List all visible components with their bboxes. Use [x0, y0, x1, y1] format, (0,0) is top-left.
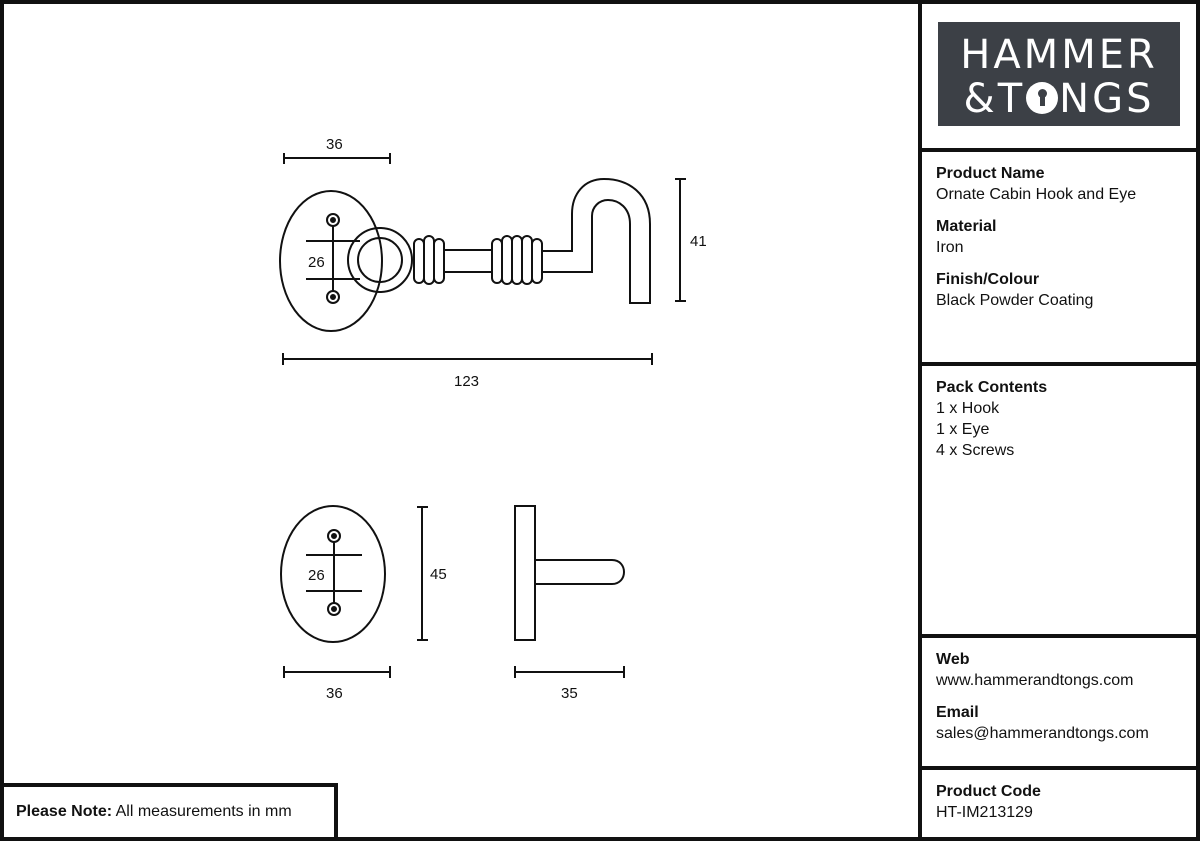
finish-label: Finish/Colour	[936, 271, 1040, 288]
product-name: Ornate Cabin Hook and Eye	[936, 186, 1137, 203]
contact-details	[922, 634, 1196, 766]
pack-item: 4 x Screws	[936, 442, 1015, 459]
dim-eye-height: 45	[430, 566, 447, 583]
dim-eye-depth: 35	[561, 685, 578, 702]
dim-eye-width: 36	[326, 685, 343, 702]
eye-side-pin	[535, 560, 624, 584]
eye-side-plate	[515, 506, 535, 640]
brand-line1: HAMMER	[960, 32, 1158, 78]
email-label: Email	[936, 704, 979, 721]
material-value: Iron	[936, 239, 964, 256]
email-link[interactable]: sales@hammerandtongs.com	[936, 725, 1149, 742]
web-link[interactable]: www.hammerandtongs.com	[936, 672, 1134, 689]
web-label: Web	[936, 651, 970, 668]
hook-backplate	[280, 191, 382, 331]
dim-hook-plate-width: 36	[326, 136, 343, 153]
finish-value: Black Powder Coating	[936, 292, 1094, 309]
product-code-box	[922, 766, 1196, 837]
dim-hook-length: 123	[454, 373, 480, 390]
pack-item: 1 x Hook	[936, 400, 1000, 417]
product-code-label: Product Code	[936, 783, 1041, 800]
dim-hook-screw-spacing: 26	[308, 254, 325, 271]
pack-item: 1 x Eye	[936, 421, 990, 438]
brand-logo	[938, 22, 1180, 126]
material-label: Material	[936, 218, 997, 235]
info-panel	[918, 4, 1196, 837]
brand-line2: &T NGS	[963, 76, 1155, 122]
note-label: Please Note:	[16, 803, 113, 820]
product-code: HT-IM213129	[936, 804, 1033, 821]
hook-body	[542, 179, 650, 303]
note-text: All measurements in mm	[115, 803, 292, 820]
pack-contents-label: Pack Contents	[936, 379, 1048, 396]
technical-drawing	[4, 4, 918, 837]
dim-hook-height: 41	[690, 233, 707, 250]
measurement-note	[4, 783, 338, 837]
keyhole-icon	[1026, 82, 1058, 114]
product-details	[922, 148, 1196, 362]
pack-contents	[922, 362, 1196, 634]
hook-collar	[414, 239, 424, 283]
product-name-label: Product Name	[936, 165, 1045, 182]
dim-eye-screw-spacing: 26	[308, 567, 325, 584]
